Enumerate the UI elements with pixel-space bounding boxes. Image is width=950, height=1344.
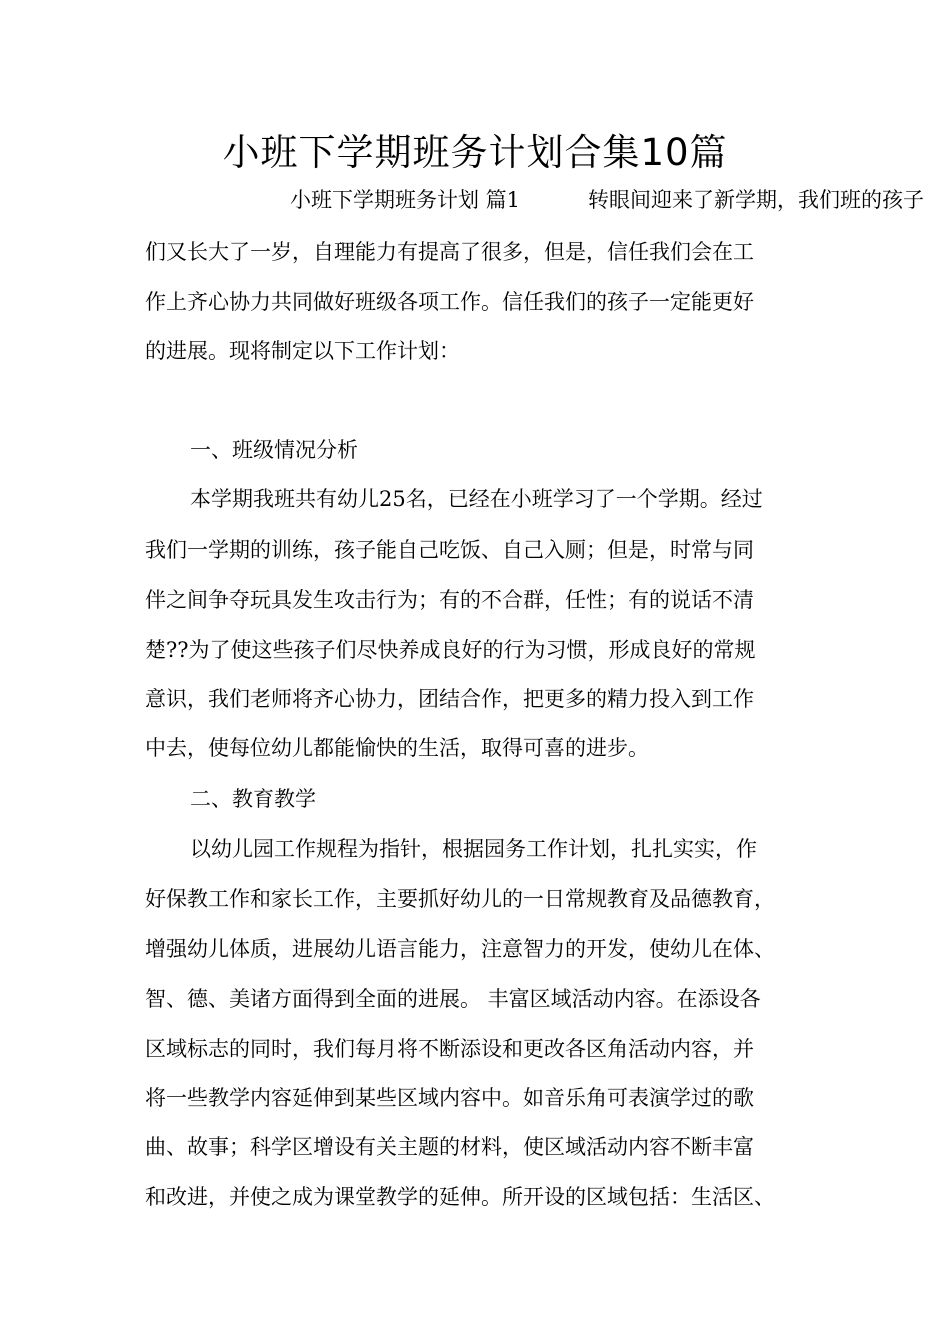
intro-line: 们又长大了一岁，自理能力有提高了很多，但是，信任我们会在工 (145, 240, 754, 264)
paragraph-line: 楚??为了使这些孩子们尽快养成良好的行为习惯，形成良好的常规 (145, 638, 756, 662)
paragraph-line: 伴之间争夺玩具发生攻击行为；有的不合群，任性；有的说话不清 (145, 588, 754, 612)
paragraph-line: 本学期我班共有幼儿25名，已经在小班学习了一个学期。经过 (190, 487, 763, 511)
intro-first-line-text: 转眼间迎来了新学期，我们班的孩子 (588, 188, 924, 212)
document-title: 小班下学期班务计划合集10篇 (222, 131, 728, 174)
section1-heading: 一、班级情况分析 (190, 438, 358, 462)
paragraph-line: 中去，使每位幼儿都能愉快的生活，取得可喜的进步。 (145, 736, 649, 760)
intro-line: 作上齐心协力共同做好班级各项工作。信任我们的孩子一定能更好 (145, 290, 754, 314)
paragraph-line: 曲、故事；科学区增设有关主题的材料，使区域活动内容不断丰富 (145, 1135, 754, 1159)
paragraph-line: 智、德、美诸方面得到全面的进展。 丰富区域活动内容。在添设各 (145, 987, 761, 1011)
paragraph-line: 以幼儿园工作规程为指针，根据园务工作计划，扎扎实实，作 (190, 837, 757, 861)
paragraph-line: 和改进，并使之成为课堂教学的延伸。所开设的区域包括：生活区、 (145, 1185, 775, 1209)
paragraph-line: 增强幼儿体质，进展幼儿语言能力，注意智力的开发，使幼儿在体、 (145, 937, 775, 961)
paragraph-line: 将一些教学内容延伸到某些区域内容中。如音乐角可表演学过的歌 (145, 1086, 754, 1110)
section2-heading: 二、教育教学 (190, 787, 316, 811)
intro-line: 的进展。现将制定以下工作计划： (145, 339, 460, 363)
paragraph-line: 区域标志的同时，我们每月将不断添设和更改各区角活动内容，并 (145, 1037, 754, 1061)
paragraph-line: 意识，我们老师将齐心协力，团结合作，把更多的精力投入到工作 (145, 687, 754, 711)
paragraph-line: 好保教工作和家长工作，主要抓好幼儿的一日常规教育及品德教育， (145, 887, 775, 911)
paragraph-line: 我们一学期的训练，孩子能自己吃饭、自己入厕；但是，时常与同 (145, 538, 754, 562)
intro-label: 小班下学期班务计划 篇1 (290, 188, 521, 212)
